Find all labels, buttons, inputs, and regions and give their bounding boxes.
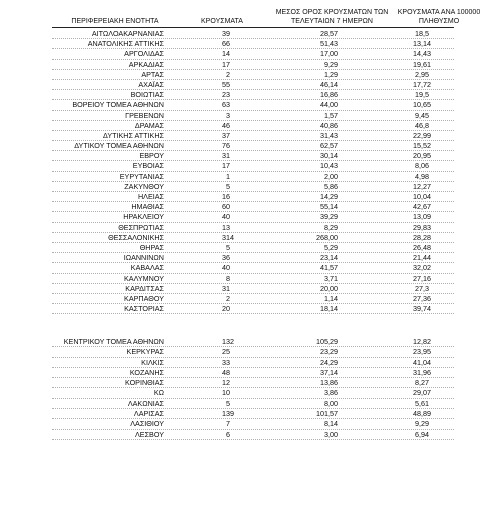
avg7-cell: 40,86 bbox=[320, 120, 338, 130]
region-cell: ΕΥΡΥΤΑΝΙΑΣ bbox=[119, 171, 164, 181]
avg7-cell: 3,71 bbox=[324, 273, 338, 283]
region-cell: ΘΕΣΠΡΩΤΙΑΣ bbox=[118, 222, 164, 232]
table-row bbox=[52, 182, 454, 192]
avg7-cell: 1,14 bbox=[324, 293, 338, 303]
per100k-cell: 17,72 bbox=[413, 79, 431, 89]
region-cell: ΔΥΤΙΚΗΣ ΑΤΤΙΚΗΣ bbox=[103, 130, 164, 140]
cases-cell: 31 bbox=[222, 283, 230, 293]
avg7-cell: 55,14 bbox=[320, 202, 338, 212]
table-row bbox=[52, 70, 454, 80]
region-cell: ΚΙΛΚΙΣ bbox=[141, 357, 164, 367]
table-row bbox=[52, 388, 454, 398]
table-row bbox=[52, 80, 454, 90]
cases-cell: 76 bbox=[222, 141, 230, 151]
region-cell: ΚΑΡΠΑΘΟΥ bbox=[124, 293, 164, 303]
table-row bbox=[52, 161, 454, 171]
table-row bbox=[52, 212, 454, 222]
region-cell: ΚΑΣΤΟΡΙΑΣ bbox=[124, 304, 164, 314]
cases-cell: 16 bbox=[222, 192, 230, 201]
avg7-cell: 31,43 bbox=[320, 130, 338, 140]
avg7-cell: 1,57 bbox=[324, 110, 338, 120]
cases-cell: 36 bbox=[222, 253, 230, 263]
row-divider bbox=[52, 439, 454, 440]
avg7-cell: 14,29 bbox=[320, 192, 338, 201]
table-row bbox=[52, 368, 454, 378]
per100k-cell: 15,52 bbox=[413, 141, 431, 151]
per100k-cell: 21,44 bbox=[413, 253, 431, 263]
cases-cell: 66 bbox=[222, 39, 230, 49]
table-row bbox=[52, 39, 454, 49]
region-cell: ΘΕΣΣΑΛΟΝΙΚΗΣ bbox=[108, 232, 164, 242]
per100k-cell: 28,28 bbox=[413, 232, 431, 242]
cases-cell: 10 bbox=[222, 388, 230, 398]
per100k-cell: 19,61 bbox=[413, 59, 431, 69]
cases-cell: 33 bbox=[222, 357, 230, 367]
region-cell: ΚΑΒΑΛΑΣ bbox=[130, 263, 164, 273]
avg7-cell: 8,14 bbox=[324, 419, 338, 429]
cases-table-part-2 bbox=[52, 337, 454, 440]
avg7-cell: 44,00 bbox=[320, 100, 338, 110]
cases-cell: 139 bbox=[222, 409, 234, 419]
per100k-cell: 12,82 bbox=[413, 337, 431, 346]
cases-cell: 46 bbox=[222, 120, 230, 130]
cases-cell: 6 bbox=[226, 429, 230, 439]
per100k-cell: 26,48 bbox=[413, 242, 431, 252]
region-cell: ΘΗΡΑΣ bbox=[139, 242, 164, 252]
per100k-cell: 18,5 bbox=[415, 29, 429, 38]
table-row bbox=[52, 399, 454, 409]
table-row bbox=[52, 263, 454, 273]
region-cell: ΚΑΛΥΜΝΟΥ bbox=[124, 273, 164, 283]
region-cell: ΛΑΣΙΘΙΟΥ bbox=[130, 419, 164, 429]
region-cell: ΕΒΡΟΥ bbox=[139, 151, 164, 161]
cases-cell: 132 bbox=[222, 337, 234, 346]
cases-cell: 40 bbox=[222, 263, 230, 273]
per100k-cell: 14,43 bbox=[413, 49, 431, 59]
table-row bbox=[52, 233, 454, 243]
cases-cell: 25 bbox=[222, 347, 230, 357]
table-row bbox=[52, 243, 454, 253]
per100k-cell: 13,14 bbox=[413, 39, 431, 49]
cases-cell: 8 bbox=[226, 273, 230, 283]
cases-cell: 23 bbox=[222, 90, 230, 100]
table-row bbox=[52, 202, 454, 212]
per100k-cell: 5,61 bbox=[415, 398, 429, 408]
avg7-cell: 3,00 bbox=[324, 429, 338, 439]
header-per100k: ΚΡΟΥΣΜΑΤΑ ΑΝΑ 100000 ΠΛΗΘΥΣΜΟ bbox=[397, 9, 481, 25]
per100k-cell: 2,95 bbox=[415, 69, 429, 79]
avg7-cell: 10,43 bbox=[320, 161, 338, 171]
avg7-cell: 16,86 bbox=[320, 90, 338, 100]
avg7-cell: 8,00 bbox=[324, 398, 338, 408]
table-row bbox=[52, 253, 454, 263]
region-cell: ΒΟΙΩΤΙΑΣ bbox=[130, 90, 164, 100]
table-row bbox=[52, 304, 454, 314]
region-cell: ΛΕΣΒΟΥ bbox=[135, 429, 164, 439]
per100k-cell: 19,5 bbox=[415, 90, 429, 100]
region-cell: ΓΡΕΒΕΝΩΝ bbox=[125, 110, 164, 120]
per100k-cell: 10,65 bbox=[413, 100, 431, 110]
header-divider bbox=[52, 27, 454, 28]
table-row bbox=[52, 294, 454, 304]
region-cell: ΚΩ bbox=[153, 388, 164, 398]
per100k-cell: 9,45 bbox=[415, 110, 429, 120]
region-cell: ΙΩΑΝΝΙΝΩΝ bbox=[123, 253, 164, 263]
per100k-cell: 23,95 bbox=[413, 347, 431, 357]
cases-cell: 2 bbox=[226, 69, 230, 79]
avg7-cell: 5,86 bbox=[324, 181, 338, 191]
avg7-cell: 24,29 bbox=[320, 357, 338, 367]
avg7-cell: 23,14 bbox=[320, 253, 338, 263]
region-cell: ΑΝΑΤΟΛΙΚΗΣ ΑΤΤΙΚΗΣ bbox=[87, 39, 164, 49]
region-cell: ΗΛΕΙΑΣ bbox=[137, 192, 164, 201]
cases-cell: 13 bbox=[222, 222, 230, 232]
region-cell: ΒΟΡΕΙΟΥ ΤΟΜΕΑ ΑΘΗΝΩΝ bbox=[72, 100, 164, 110]
per100k-cell: 8,27 bbox=[415, 378, 429, 388]
cases-cell: 20 bbox=[222, 304, 230, 314]
row-divider bbox=[52, 313, 454, 314]
avg7-cell: 41,57 bbox=[320, 263, 338, 273]
cases-table-part-1 bbox=[52, 29, 454, 314]
avg7-cell: 28,57 bbox=[320, 29, 338, 38]
per100k-cell: 29,83 bbox=[413, 222, 431, 232]
avg7-cell: 51,43 bbox=[320, 39, 338, 49]
cases-cell: 40 bbox=[222, 212, 230, 222]
avg7-cell: 37,14 bbox=[320, 367, 338, 377]
region-cell: ΕΥΒΟΙΑΣ bbox=[132, 161, 164, 171]
per100k-cell: 27,36 bbox=[413, 293, 431, 303]
per100k-cell: 32,02 bbox=[413, 263, 431, 273]
per100k-cell: 29,07 bbox=[413, 388, 431, 398]
table-row bbox=[52, 337, 454, 347]
avg7-cell: 5,29 bbox=[324, 242, 338, 252]
table-row bbox=[52, 121, 454, 131]
avg7-cell: 3,86 bbox=[324, 388, 338, 398]
header-cases: ΚΡΟΥΣΜΑΤΑ bbox=[201, 18, 243, 25]
avg7-cell: 20,00 bbox=[320, 283, 338, 293]
per100k-cell: 8,06 bbox=[415, 161, 429, 171]
table-row bbox=[52, 141, 454, 151]
cases-cell: 14 bbox=[222, 49, 230, 59]
cases-cell: 5 bbox=[226, 181, 230, 191]
avg7-cell: 23,29 bbox=[320, 347, 338, 357]
avg7-cell: 105,29 bbox=[316, 337, 338, 346]
cases-cell: 2 bbox=[226, 293, 230, 303]
table-row bbox=[52, 111, 454, 121]
region-cell: ΚΕΡΚΥΡΑΣ bbox=[126, 347, 164, 357]
region-cell: ΑΙΤΩΛΟΑΚΑΡΝΑΝΙΑΣ bbox=[91, 29, 164, 38]
table-row bbox=[52, 274, 454, 284]
cases-cell: 5 bbox=[226, 398, 230, 408]
region-cell: ΚΑΡΔΙΤΣΑΣ bbox=[125, 283, 164, 293]
table-row bbox=[52, 192, 454, 202]
table-row bbox=[52, 131, 454, 141]
per100k-cell: 48,89 bbox=[413, 409, 431, 419]
table-row bbox=[52, 419, 454, 429]
cases-cell: 3 bbox=[226, 110, 230, 120]
per100k-cell: 10,04 bbox=[413, 192, 431, 201]
region-cell: ΛΑΚΩΝΙΑΣ bbox=[127, 398, 164, 408]
region-cell: ΔΡΑΜΑΣ bbox=[134, 120, 164, 130]
per100k-cell: 20,95 bbox=[413, 151, 431, 161]
avg7-cell: 8,29 bbox=[324, 222, 338, 232]
table-row bbox=[52, 90, 454, 100]
cases-cell: 60 bbox=[222, 202, 230, 212]
table-row bbox=[52, 378, 454, 388]
region-cell: ΚΟΖΑΝΗΣ bbox=[129, 367, 164, 377]
per100k-cell: 41,04 bbox=[413, 357, 431, 367]
avg7-cell: 9,29 bbox=[324, 59, 338, 69]
table-row bbox=[52, 284, 454, 294]
cases-cell: 7 bbox=[226, 419, 230, 429]
table-row bbox=[52, 60, 454, 70]
cases-cell: 63 bbox=[222, 100, 230, 110]
avg7-cell: 1,29 bbox=[324, 69, 338, 79]
table-row bbox=[52, 151, 454, 161]
table-row bbox=[52, 358, 454, 368]
per100k-cell: 9,29 bbox=[415, 419, 429, 429]
region-cell: ΑΡΚΑΔΙΑΣ bbox=[128, 59, 164, 69]
header-avg7: ΜΕΣΟΣ ΟΡΟΣ ΚΡΟΥΣΜΑΤΩΝ ΤΩΝ ΤΕΛΕΥΤΑΙΩΝ 7 ΗΜΕΡΩΝ bbox=[275, 9, 389, 25]
avg7-cell: 39,29 bbox=[320, 212, 338, 222]
cases-cell: 55 bbox=[222, 79, 230, 89]
per100k-cell: 22,99 bbox=[413, 130, 431, 140]
region-cell: ΗΡΑΚΛΕΙΟΥ bbox=[123, 212, 164, 222]
cases-cell: 31 bbox=[222, 151, 230, 161]
per100k-cell: 13,09 bbox=[413, 212, 431, 222]
avg7-cell: 268,00 bbox=[316, 232, 338, 242]
avg7-cell: 101,57 bbox=[316, 409, 338, 419]
avg7-cell: 13,86 bbox=[320, 378, 338, 388]
per100k-cell: 39,74 bbox=[413, 304, 431, 314]
avg7-cell: 30,14 bbox=[320, 151, 338, 161]
region-cell: ΑΡΤΑΣ bbox=[141, 69, 164, 79]
table-row bbox=[52, 100, 454, 110]
table-row bbox=[52, 430, 454, 440]
table-row bbox=[52, 49, 454, 59]
header-region: ΠΕΡΙΦΕΡΕΙΑΚΗ ΕΝΟΤΗΤΑ bbox=[71, 18, 159, 25]
cases-cell: 39 bbox=[222, 29, 230, 38]
cases-cell: 17 bbox=[222, 161, 230, 171]
avg7-cell: 18,14 bbox=[320, 304, 338, 314]
per100k-cell: 46,8 bbox=[415, 120, 429, 130]
table-row bbox=[52, 223, 454, 233]
avg7-cell: 62,57 bbox=[320, 141, 338, 151]
region-cell: ΗΜΑΘΙΑΣ bbox=[131, 202, 164, 212]
table-row bbox=[52, 347, 454, 357]
cases-cell: 37 bbox=[222, 130, 230, 140]
region-cell: ΑΡΓΟΛΙΔΑΣ bbox=[124, 49, 164, 59]
cases-cell: 48 bbox=[222, 367, 230, 377]
region-cell: ΑΧΑΪΑΣ bbox=[138, 79, 164, 89]
region-cell: ΚΟΡΙΝΘΙΑΣ bbox=[125, 378, 164, 388]
region-cell: ΖΑΚΥΝΘΟΥ bbox=[124, 181, 164, 191]
region-cell: ΛΑΡΙΣΑΣ bbox=[133, 409, 164, 419]
per100k-cell: 27,3 bbox=[415, 283, 429, 293]
region-cell: ΚΕΝΤΡΙΚΟΥ ΤΟΜΕΑ ΑΘΗΝΩΝ bbox=[63, 337, 164, 346]
per100k-cell: 27,16 bbox=[413, 273, 431, 283]
per100k-cell: 42,67 bbox=[413, 202, 431, 212]
table-row bbox=[52, 172, 454, 182]
cases-cell: 17 bbox=[222, 59, 230, 69]
avg7-cell: 2,00 bbox=[324, 171, 338, 181]
per100k-cell: 31,96 bbox=[413, 367, 431, 377]
table-row bbox=[52, 409, 454, 419]
table-row bbox=[52, 29, 454, 39]
cases-cell: 12 bbox=[222, 378, 230, 388]
region-cell: ΔΥΤΙΚΟΥ ΤΟΜΕΑ ΑΘΗΝΩΝ bbox=[74, 141, 164, 151]
cases-cell: 314 bbox=[222, 232, 234, 242]
avg7-cell: 46,14 bbox=[320, 79, 338, 89]
per100k-cell: 12,27 bbox=[413, 181, 431, 191]
per100k-cell: 4,98 bbox=[415, 171, 429, 181]
cases-cell: 1 bbox=[226, 171, 230, 181]
avg7-cell: 17,00 bbox=[320, 49, 338, 59]
per100k-cell: 6,94 bbox=[415, 429, 429, 439]
cases-cell: 5 bbox=[226, 242, 230, 252]
